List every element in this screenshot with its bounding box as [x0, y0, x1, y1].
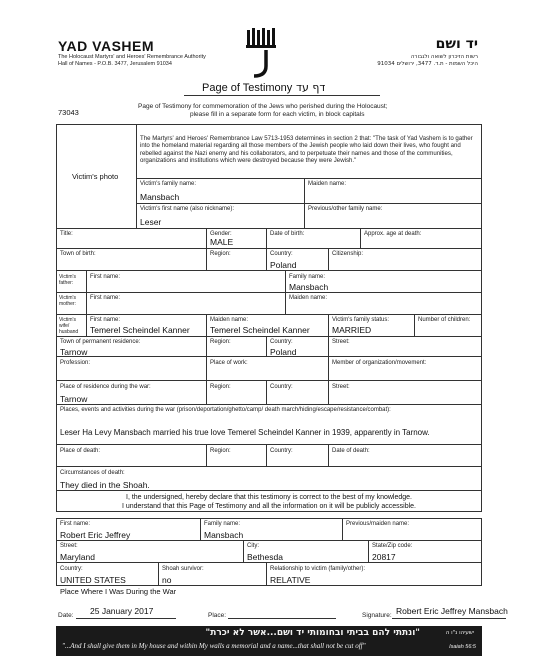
- submitter-zip-label: State/Zip code:: [372, 543, 413, 549]
- form-number: 73043: [58, 108, 79, 117]
- org-line1-hebrew: רשות הזיכרון לשואה ולגבורה: [410, 54, 478, 60]
- declaration-line1: I, the undersigned, hereby declare that this testimony is correct to the best of my knowledge.: [126, 494, 412, 501]
- org-line2: Hall of Names - P.O.B. 3477, Jerusalem 91034: [58, 61, 172, 67]
- circumstances-text[interactable]: They died in the Shoah.: [60, 480, 150, 490]
- dob-label: Date of birth:: [270, 231, 305, 237]
- perm-street-label: Street:: [332, 339, 350, 345]
- perm-country[interactable]: Poland: [270, 347, 297, 357]
- death-country-label: Country:: [270, 448, 293, 454]
- town-of-birth-label: Town of birth:: [60, 251, 96, 257]
- war-residence-label: Place of residence during the war:: [60, 384, 151, 390]
- declaration-line2: I understand that this Page of Testimony and all the information on it will be publicly accessible.: [121, 503, 417, 510]
- children-label: Number of children:: [418, 317, 471, 323]
- father-label: Victim's father:: [59, 274, 76, 286]
- org-name: YAD VASHEM: [58, 38, 155, 54]
- place-label: Place:: [208, 612, 227, 619]
- maiden-name-label: Maiden name:: [308, 181, 347, 187]
- shoah-survivor-label: Shoah survivor:: [162, 566, 204, 572]
- member-org-label: Member of organization/movement:: [332, 360, 427, 366]
- father-first-name-label: First name:: [90, 274, 121, 280]
- region-label: Region:: [210, 251, 231, 257]
- profession-label: Profession:: [60, 360, 91, 366]
- submitter-country-label: Country:: [60, 566, 83, 572]
- submitter-first-name[interactable]: Robert Eric Jeffrey: [60, 530, 131, 540]
- banner-hebrew: "ונתתי להם בביתי ובחומותי יד ושם...אשר לא יכרת": [205, 628, 420, 638]
- place-of-death-label: Place of death:: [60, 448, 101, 454]
- family-status-label: Victim's family status:: [332, 317, 390, 323]
- father-family-name-label: Family name:: [289, 274, 326, 280]
- org-line1: The Holocaust Martyrs' and Heroes' Remembrance Authority: [58, 54, 206, 60]
- victim-first-name[interactable]: Leser: [140, 217, 162, 227]
- spouse-maiden-name-label: Maiden name:: [210, 317, 249, 323]
- victim-family-name-label: Victim's family name:: [140, 181, 197, 187]
- perm-residence[interactable]: Tarnow: [60, 347, 88, 357]
- gender-value[interactable]: MALE: [210, 237, 234, 247]
- date-value[interactable]: 25 January 2017: [90, 606, 154, 616]
- victim-family-name[interactable]: Mansbach: [140, 192, 180, 202]
- submitter-first-name-label: First name:: [60, 521, 91, 527]
- mother-first-name-label: First name:: [90, 295, 121, 301]
- war-country-label: Country:: [270, 384, 293, 390]
- signature-value[interactable]: Robert Eric Jeffrey Mansbach: [396, 606, 508, 616]
- intro-line2: please fill in a separate form for each victim, in block capitals: [190, 111, 365, 118]
- age-at-death-label: Approx. age at death:: [364, 231, 422, 237]
- circumstances-label: Circumstances of death:: [60, 470, 125, 476]
- submitter-country[interactable]: UNITED STATES: [60, 575, 126, 585]
- title-label: Title:: [60, 231, 73, 237]
- org-line2-hebrew: היכל השמות - ת.ד. 3477, ירושלים 91034: [377, 61, 478, 67]
- other-family-name-label: Previous/other family name:: [308, 206, 383, 212]
- war-place-text: Place Where I Was During the War: [60, 587, 177, 596]
- form-title-hebrew: דף עד: [296, 81, 326, 94]
- shoah-survivor[interactable]: no: [162, 575, 172, 585]
- country-of-birth[interactable]: Poland: [270, 260, 297, 270]
- place-of-work-label: Place of work:: [210, 360, 248, 366]
- victim-photo-label: Victim's photo: [72, 172, 119, 181]
- spouse-first-name-label: First name:: [90, 317, 121, 323]
- submitter-family-name[interactable]: Mansbach: [204, 530, 244, 540]
- date-label: Date:: [58, 612, 74, 619]
- spouse-first-name[interactable]: Temerel Scheindel Kanner: [90, 325, 190, 335]
- victim-first-name-label: Victim's first name (also nickname):: [140, 206, 235, 212]
- mother-label: Victim's mother:: [59, 295, 76, 307]
- perm-country-label: Country:: [270, 339, 293, 345]
- country-label: Country:: [270, 251, 293, 257]
- quote-banner: [56, 626, 482, 656]
- banner-hebrew-ref: ישעיהו נ"ו ה: [445, 630, 474, 636]
- death-region-label: Region:: [210, 448, 231, 454]
- spouse-maiden-name[interactable]: Temerel Scheindel Kanner: [210, 325, 310, 335]
- spouse-label: Victim's wife/ husband: [59, 317, 79, 335]
- submitter-zip[interactable]: 20817: [372, 552, 396, 562]
- submitter-maiden-label: Previous/maiden name:: [346, 521, 410, 527]
- banner-ref: Isaiah 56:5: [449, 644, 476, 650]
- banner-english: "...And I shall give them in My house and within My walls a memorial and a name...that shall not be cut off": [62, 642, 366, 650]
- citizenship-label: Citizenship:: [332, 251, 364, 257]
- submitter-family-name-label: Family name:: [204, 521, 241, 527]
- war-region-label: Region:: [210, 384, 231, 390]
- war-residence[interactable]: Tarnow: [60, 394, 88, 404]
- events-label: Places, events and activities during the war (prison/deportation/ghetto/camp/ death march/hiding/escape/resistance/combat):: [60, 407, 391, 413]
- gender-label: Gender:: [210, 231, 232, 237]
- law-text: The Martyrs' and Heroes' Remembrance Law 5713-1953 determines in section 2 that: "The task of Yad Vashem is to gather into the homeland material regarding all those members of the Jewish people who laid down their lives, who fought and rebelled against the Nazi enemy and his collaborators, and to perpetuate their names and those of the communities, organizations and institutions which were destroyed because they were Jewish.": [140, 135, 473, 165]
- yad-vashem-logo-icon: [246, 28, 278, 80]
- submitter-city[interactable]: Bethesda: [247, 552, 283, 562]
- signature-label: Signature:: [362, 612, 392, 619]
- submitter-city-label: City:: [247, 543, 259, 549]
- submitter-street[interactable]: Maryland: [60, 552, 95, 562]
- events-text[interactable]: Leser Ha Levy Mansbach married his true love Temerel Scheindel Kanner in 1939, apparently in Tarnow.: [60, 428, 430, 437]
- war-street-label: Street:: [332, 384, 350, 390]
- father-family-name[interactable]: Mansbach: [289, 282, 329, 292]
- relationship-value[interactable]: RELATIVE: [270, 575, 311, 585]
- org-name-hebrew: יד ושם: [435, 36, 478, 52]
- intro-line1: Page of Testimony for commemoration of the Jews who perished during the Holocaust;: [138, 103, 388, 110]
- perm-residence-label: Town of permanent residence:: [60, 339, 141, 345]
- relationship-label: Relationship to victim (family/other):: [270, 566, 366, 572]
- family-status[interactable]: MARRIED: [332, 325, 372, 335]
- submitter-street-label: Street:: [60, 543, 78, 549]
- mother-maiden-name-label: Maiden name:: [289, 295, 328, 301]
- date-of-death-label: Date of death:: [332, 448, 370, 454]
- form-title: Page of Testimony: [202, 82, 293, 94]
- perm-region-label: Region:: [210, 339, 231, 345]
